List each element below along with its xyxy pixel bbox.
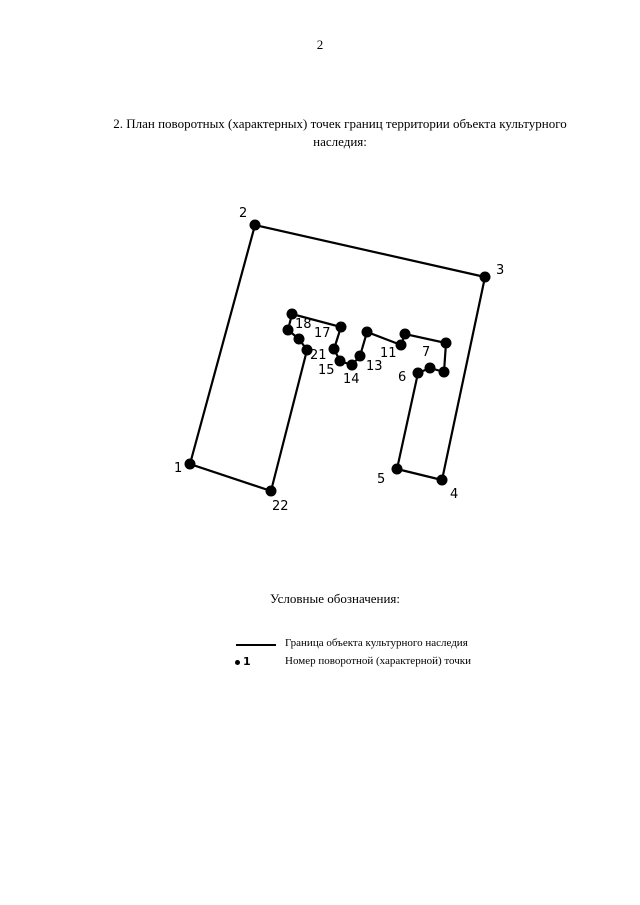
point-label-17: 17 bbox=[314, 326, 331, 341]
turning-point-12 bbox=[362, 327, 373, 338]
turning-point-6 bbox=[413, 368, 424, 379]
section-title-line-1: 2. План поворотных (характерных) точек границ территории объекта культурного bbox=[113, 116, 567, 131]
point-label-11: 11 bbox=[380, 346, 397, 361]
turning-point-2 bbox=[250, 220, 261, 231]
turning-point-10 bbox=[400, 329, 411, 340]
turning-point-7 bbox=[425, 363, 436, 374]
point-label-21: 21 bbox=[310, 348, 327, 363]
turning-point-17 bbox=[336, 322, 347, 333]
point-label-4: 4 bbox=[450, 487, 459, 502]
point-label-2: 2 bbox=[239, 206, 248, 221]
turning-point-19 bbox=[283, 325, 294, 336]
turning-point-8 bbox=[439, 367, 450, 378]
turning-point-1 bbox=[185, 459, 196, 470]
turning-point-14 bbox=[347, 360, 358, 371]
legend-boundary-line-symbol bbox=[236, 644, 276, 646]
point-label-3: 3 bbox=[496, 263, 505, 278]
legend-point-label: Номер поворотной (характерной) точки bbox=[285, 655, 472, 667]
point-label-22: 22 bbox=[272, 499, 289, 514]
turning-point-15 bbox=[335, 356, 346, 367]
turning-point-13 bbox=[355, 351, 366, 362]
turning-point-22 bbox=[266, 486, 277, 497]
turning-point-16 bbox=[329, 344, 340, 355]
page-number: 2 bbox=[316, 37, 324, 52]
turning-point-3 bbox=[480, 272, 491, 283]
turning-point-11 bbox=[396, 340, 407, 351]
legend-point-dot-symbol bbox=[235, 660, 240, 665]
turning-point-20 bbox=[294, 334, 305, 345]
point-label-7: 7 bbox=[422, 345, 431, 360]
point-label-15: 15 bbox=[318, 363, 335, 378]
point-label-18: 18 bbox=[295, 317, 312, 332]
point-label-14: 14 bbox=[343, 372, 360, 387]
point-label-1: 1 bbox=[174, 461, 183, 476]
legend-point-row bbox=[234, 655, 534, 671]
section-title-line-2: наследия: bbox=[313, 134, 367, 149]
legend-point-number: 1 bbox=[243, 655, 251, 668]
turning-point-9 bbox=[441, 338, 452, 349]
legend-title: Условные обозначения: bbox=[269, 591, 401, 606]
legend-boundary-row bbox=[234, 637, 534, 653]
point-label-5: 5 bbox=[377, 472, 386, 487]
point-label-6: 6 bbox=[398, 370, 407, 385]
legend-boundary-label: Граница объекта культурного наследия bbox=[285, 637, 468, 649]
point-label-13: 13 bbox=[366, 359, 383, 374]
turning-point-4 bbox=[437, 475, 448, 486]
turning-point-5 bbox=[392, 464, 403, 475]
